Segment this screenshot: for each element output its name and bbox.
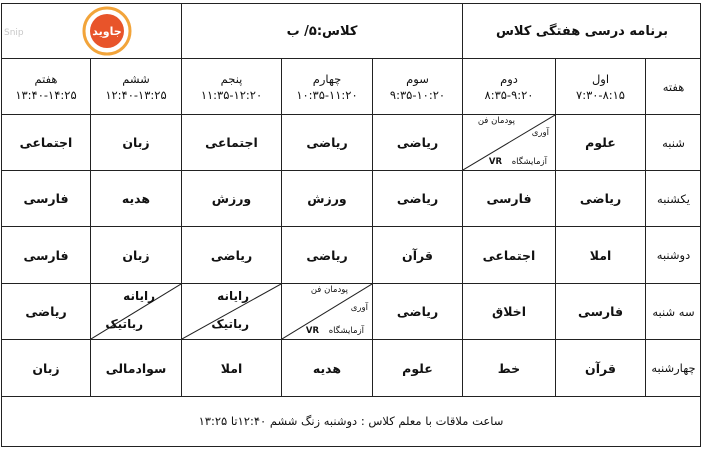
day-label: سه شنبه bbox=[652, 304, 695, 319]
schedule-cell: املا bbox=[220, 360, 243, 376]
schedule-cell: اجتماعی bbox=[205, 135, 258, 150]
schedule-cell: اجتماعی bbox=[19, 135, 73, 150]
schedule-cell: سوادمالی bbox=[105, 360, 167, 376]
period-header bbox=[282, 59, 372, 114]
schedule-cell: زبان bbox=[32, 360, 60, 376]
tech-lab-label: آزمایشگاه bbox=[511, 157, 547, 167]
schedule-cell: زبان bbox=[122, 247, 150, 263]
period-header bbox=[463, 59, 555, 114]
schedule-cell: ریاضی bbox=[396, 135, 439, 150]
schedule-cell: زبان bbox=[122, 135, 150, 150]
schedule-cell: علوم bbox=[402, 360, 433, 376]
day-label: دوشنبه bbox=[656, 248, 691, 262]
svg-text:جاوید: جاوید bbox=[92, 25, 122, 38]
schedule-cell: ورزش bbox=[307, 191, 347, 206]
period-time: ۱۲:۴۰-۱۳:۲۵ bbox=[105, 87, 167, 102]
tech-avari-label: آوری bbox=[350, 303, 368, 313]
period-time: ۷:۳۰-۸:۱۵ bbox=[576, 87, 625, 102]
period-name: پنجم bbox=[220, 71, 243, 86]
school-logo bbox=[82, 6, 132, 56]
schedule-cell: اجتماعی bbox=[482, 247, 536, 263]
split-bottom-label: رباتیک bbox=[105, 317, 143, 331]
schedule-cell: ریاضی bbox=[25, 304, 67, 319]
period-header bbox=[182, 59, 281, 114]
period-name: چهارم bbox=[312, 71, 342, 86]
schedule-cell: ورزش bbox=[211, 191, 252, 206]
period-time: ۱۱:۳۵-۱۲:۲۰ bbox=[200, 87, 263, 102]
schedule-cell: قرآن bbox=[585, 360, 616, 376]
period-time: ۱۳:۴۰-۱۴:۲۵ bbox=[15, 87, 77, 102]
schedule-cell: ریاضی bbox=[579, 191, 622, 206]
class-label: کلاس:۵/ ب bbox=[286, 23, 358, 39]
schedule-cell: ریاضی bbox=[396, 304, 439, 319]
schedule-cell: هدیه bbox=[312, 360, 342, 376]
schedule-cell: فارسی bbox=[23, 247, 69, 263]
period-name: دوم bbox=[500, 71, 518, 86]
split-cell-computer-robotics bbox=[182, 284, 281, 339]
tech-vr-label: VR bbox=[488, 157, 502, 167]
schedule-cell: قرآن bbox=[402, 247, 433, 263]
schedule-cell: ریاضی bbox=[306, 135, 348, 150]
schedule-cell: علوم bbox=[585, 135, 616, 150]
tech-vr-label: VR bbox=[305, 326, 319, 336]
period-time: ۸:۳۵-۹:۲۰ bbox=[484, 87, 534, 102]
schedule-cell: فارسی bbox=[577, 304, 623, 319]
schedule-cell: فارسی bbox=[23, 191, 69, 206]
schedule-cell: اخلاق bbox=[492, 304, 526, 319]
split-cell-tech-lab bbox=[282, 284, 372, 339]
schedule-cell: املا bbox=[589, 247, 612, 263]
schedule-cell: هدیه bbox=[121, 191, 151, 206]
period-name: هفتم bbox=[34, 71, 58, 86]
period-name: سوم bbox=[406, 71, 429, 86]
schedule-cell: ریاضی bbox=[210, 247, 253, 263]
schedule-cell: ریاضی bbox=[396, 191, 439, 206]
period-time: ۱۰:۳۵-۱۱:۲۰ bbox=[296, 87, 358, 102]
period-header bbox=[91, 59, 181, 114]
tech-pudman-label: پودمان فن bbox=[310, 285, 348, 295]
day-label: شنبه bbox=[662, 135, 685, 150]
tech-pudman-label: پودمان فن bbox=[477, 116, 515, 126]
period-header bbox=[373, 59, 462, 114]
watermark-text: Snip bbox=[4, 28, 24, 38]
tech-lab-label: آزمایشگاه bbox=[328, 326, 364, 336]
period-header bbox=[556, 59, 645, 114]
split-cell-tech-lab bbox=[463, 115, 555, 170]
schedule-cell: خط bbox=[497, 360, 521, 376]
split-top-label: رایانه bbox=[217, 289, 249, 303]
period-header bbox=[2, 59, 90, 114]
period-name: اول bbox=[591, 71, 610, 86]
period-name: ششم bbox=[122, 71, 150, 86]
split-bottom-label: رباتیک bbox=[211, 317, 249, 331]
day-label: چهارشنبه bbox=[651, 361, 696, 375]
page-title: برنامه درسی هفتگی کلاس bbox=[495, 23, 669, 39]
period-time: ۹:۳۵-۱۰:۲۰ bbox=[389, 87, 446, 102]
day-label: یکشنبه bbox=[657, 191, 690, 206]
schedule-cell: فارسی bbox=[486, 191, 532, 206]
split-cell-computer-robotics bbox=[91, 284, 181, 339]
meeting-note: ساعت ملاقات با معلم کلاس : دوشنبه زنگ ششم ۱۲:۴۰تا ۱۳:۲۵ bbox=[198, 414, 504, 428]
split-top-label: رایانه bbox=[123, 289, 155, 303]
tech-avari-label: آوری bbox=[531, 128, 549, 138]
week-corner-label: هفته bbox=[662, 79, 685, 94]
schedule-cell: ریاضی bbox=[306, 247, 348, 263]
logo-emblem-icon bbox=[82, 6, 132, 56]
